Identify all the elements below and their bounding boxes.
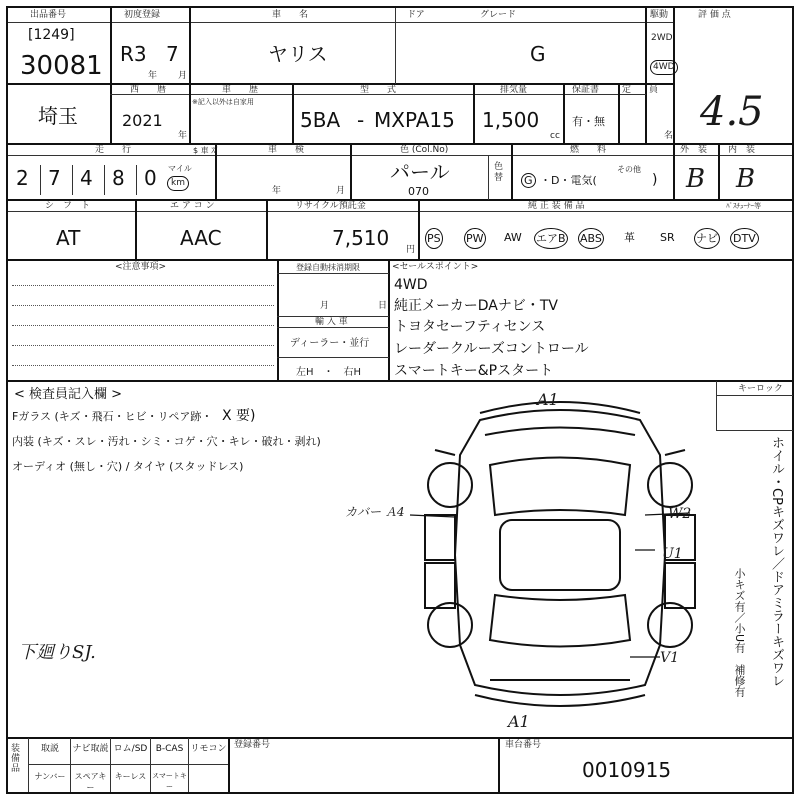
reg-label: 初度登録 [124,10,161,20]
reg-era: R3 [120,42,147,66]
col-line-1 [110,8,112,143]
capacity-label: 定 員 [622,85,659,95]
score-label: 評 価 点 [698,10,731,20]
mark-cover: カバー Ａ4 [345,505,405,519]
displacement: 1,500 [482,108,540,132]
r2-col-1 [189,84,191,144]
col-line-score [673,8,675,143]
row4-label-line [8,211,792,212]
regno-col [228,738,230,792]
sales-point: トヨタセーフティセンス [394,319,546,335]
r2-col-2 [292,84,294,144]
r3-col-3 [511,144,513,200]
chassis-number: 0010915 [582,758,672,782]
keylock-box-left [716,381,717,431]
sales-point: レーダークルーズコントロール [394,341,589,357]
regdate-label-line [277,273,389,274]
mark-u1: U1 [662,546,683,562]
digit-sep-1 [40,165,41,195]
dealer-label: ディーラー・並行 [290,338,370,349]
r4-col-1 [135,200,137,260]
color-change-label: 色替 [494,162,504,183]
wheel-fr [648,463,692,507]
r3-col-5 [718,144,720,200]
model-dash: - [357,108,365,132]
regdate-month: 月 [320,301,330,311]
r2-col-4 [563,84,565,144]
damage-note-vertical: 小キズ有／小U有 補修有 [733,568,746,698]
int-label: 内 装 [728,145,756,155]
ac-value: AAC [180,226,222,250]
border-left [6,6,8,794]
rear-window [490,595,630,647]
col-line-door [395,8,396,84]
r3-col-2 [350,144,352,200]
mileage-digit: 8 [112,166,125,190]
caution-line [12,345,274,346]
border-bottom [6,792,794,794]
model-code: MXPA15 [374,108,455,132]
r3-col-4 [673,144,675,200]
glass-line: Fガラス (キズ・飛石・ヒビ・リペア跡・ [12,410,213,423]
door-left-front [425,515,455,560]
r3-col-color [488,156,489,200]
mileage-digit: 4 [80,166,93,190]
border-top [6,6,794,8]
insp-year: 年 [272,186,282,196]
region: 埼玉 [38,104,78,128]
caution-line [12,285,274,286]
recycle-unit: 円 [406,245,416,255]
mileage-label: 走 行 [95,145,132,155]
mileage-digit: 7 [48,166,61,190]
notes-bottom-line [8,380,792,382]
roof [500,520,620,590]
rear-bumper [475,695,645,706]
lot-bracket-number: [1249] [28,27,75,43]
km-unit-circled: km [167,176,189,191]
model-label: 型 式 [360,85,397,95]
equip-pw-circled: PW [464,228,486,249]
equip-airbag-circled: エアB [534,228,568,249]
border-right [792,6,794,794]
cc-label: 排気量 [500,85,528,95]
bottom-top-line [8,737,792,739]
equip-cell-keyless: キーレス [114,772,147,781]
row1-label-line [8,22,674,23]
caution-label: <注意事項> [115,262,167,272]
mileage-digit: 0 [144,166,157,190]
caution-line [12,305,274,306]
chassis-col [498,738,500,792]
equip-dtv-circled: DTV [730,228,759,249]
color-number: 070 [408,185,429,198]
sales-point: スマートキー&Pスタート [394,363,554,379]
reg-year-suffix: 年 [148,71,158,81]
color-label: 色 (Col.No) [400,145,449,155]
r2-col-3 [473,84,475,144]
equip-navi-circled: ナビ [694,228,720,249]
mark-w2: W2 [668,506,692,522]
history-sub: ※記入以外は自家用 [192,98,254,106]
equip-cell-bcas: B-CAS [155,744,184,754]
reg-number-label: 登録番号 [234,740,271,750]
fuel-options: ・D・電気( [540,174,597,187]
equip-cell-plate: ナンバー [34,772,66,781]
mark-a1-top: A1 [537,390,559,409]
equip-cell-navi-manual: ナビ取説 [72,744,109,754]
mileage-digit: 2 [16,166,29,190]
handwritten-note: 下廻りSJ. [18,642,96,663]
drive-label: 駆動 [650,10,669,20]
equipment-extra-label: ﾊﾟｽﾁｭｰﾅｰ等 [726,202,761,210]
int-grade: B [736,164,756,194]
capacity-suffix: 名 [664,131,674,141]
color-value: パール [390,160,450,184]
recycle-label: リサイクル預託金 [295,201,366,211]
wheel-fl [428,463,472,507]
equip-cell-manual: 取説 [40,744,59,754]
interior-line: 内装 (キズ・スレ・汚れ・シミ・コゲ・穴・キレ・破れ・剥れ) [12,435,321,448]
fuel-other: その他 [617,165,641,174]
equip-sunroof: SR [660,231,675,244]
dealer-bottom-line [277,357,389,358]
keylock-label: キーロック [738,384,783,394]
grade-label: グレード [480,10,517,20]
drive-2wd: 2WD [651,33,673,43]
door-left-rear [425,563,455,608]
warranty-value: 有・無 [572,115,605,128]
lot-number: 30081 [20,51,103,81]
col-line-drive [645,8,647,143]
regdate-label: 登録自動抹消期限 [296,263,360,272]
year-value: 2021 [122,111,163,130]
mark-a1-bottom: A1 [508,712,530,731]
fuel-close: ) [652,172,658,188]
sales-point: 4WD [394,277,428,293]
history-label: 車 歴 [222,85,259,95]
equip-cell-smart-key: スマートキー [152,772,187,791]
caution-line [12,325,274,326]
insp-month: 月 [336,186,346,196]
wheel-rr [648,603,692,647]
digit-sep-4 [136,165,137,195]
sales-point: 純正メーカーDAナビ・TV [394,298,558,314]
equip-cell-remote: リモコン [190,744,227,754]
ext-grade: B [686,164,706,194]
year-label: 西 暦 [130,85,167,95]
notes-col-2 [388,260,390,381]
fuel-label: 燃 料 [570,145,607,155]
door-label: ドア [407,10,425,20]
car-diagram [330,395,710,735]
row4-bottom-line [8,259,792,261]
shift-value: AT [56,226,81,250]
equip-cell-spare-key: スペアキー [74,772,107,792]
body-outline [455,410,665,695]
recycle-value: 7,510 [332,226,390,250]
sales-label: <セールスポイント> [392,262,479,272]
equip-aw: AW [504,231,522,244]
model-prefix: 5BA [300,108,341,132]
mileage-note: $ 車 ｽﾞ [193,146,220,155]
equip-ps-circled: PS [425,228,443,249]
equip-cell-rom: ロム/SD [113,744,148,754]
equip-mid-line [28,764,228,765]
mark-v1: V1 [660,650,680,666]
wheel-rl [428,603,472,647]
ac-label: エ ア コ ン [170,201,215,211]
equipment-label: 純 正 装 備 品 [528,201,585,211]
lot-label: 出品番号 [30,10,67,20]
wheel-note-vertical: ホイル・CPキズワレ／ドアミラーキズワレ [769,436,784,687]
mile-unit: マイル [168,164,192,173]
col-line-2 [189,8,191,84]
windshield [490,458,630,516]
audio-line: オーディオ (無し・穴) / タイヤ (スタッドレス) [12,460,244,473]
chassis-label: 車台番号 [505,740,542,750]
front-bumper [480,402,640,413]
equip-col [28,738,29,792]
reg-month: 7 [166,42,179,66]
car-name-label: 車 名 [272,10,309,20]
glass-mark: X 要) [222,408,256,424]
digit-sep-2 [72,165,73,195]
ext-label: 外 装 [680,145,708,155]
equip-bottom-label: 装備品 [11,744,21,774]
cc-unit: cc [550,131,560,141]
caution-line [12,365,274,366]
fuel-gas-circled: G [521,173,536,188]
inspection-label: 車 検 [268,145,305,155]
regdate-day: 日 [378,301,388,311]
inspector-title: < 検査員記入欄 > [14,387,123,402]
r4-col-2 [266,200,268,260]
mirror-right [665,450,685,455]
car-name: ヤリス [268,42,328,66]
import-label: 輸 入 車 [315,317,348,327]
mirror-left [435,450,455,455]
keylock-box-bottom [716,430,793,431]
r2-col-5 [618,84,620,144]
car-grade: G [530,42,546,66]
r4-col-3 [418,200,420,260]
notes-col-1 [277,260,279,381]
equip-leather: 革 [624,231,635,244]
warranty-label: 保証書 [572,85,600,95]
year-suffix: 年 [178,131,188,141]
drive-4wd-circled: 4WD [650,60,678,75]
digit-sep-3 [104,165,105,195]
lhd-rhd-label: 左H ・ 右H [296,367,362,378]
score-handwritten: 4.5 [700,89,764,135]
equip-abs-circled: ABS [578,228,604,249]
hood-line [485,428,635,436]
reg-month-suffix: 月 [178,71,188,81]
door-right-rear [665,563,695,608]
shift-label: シ フ ト [45,201,91,211]
keylock-label-line [716,395,793,396]
